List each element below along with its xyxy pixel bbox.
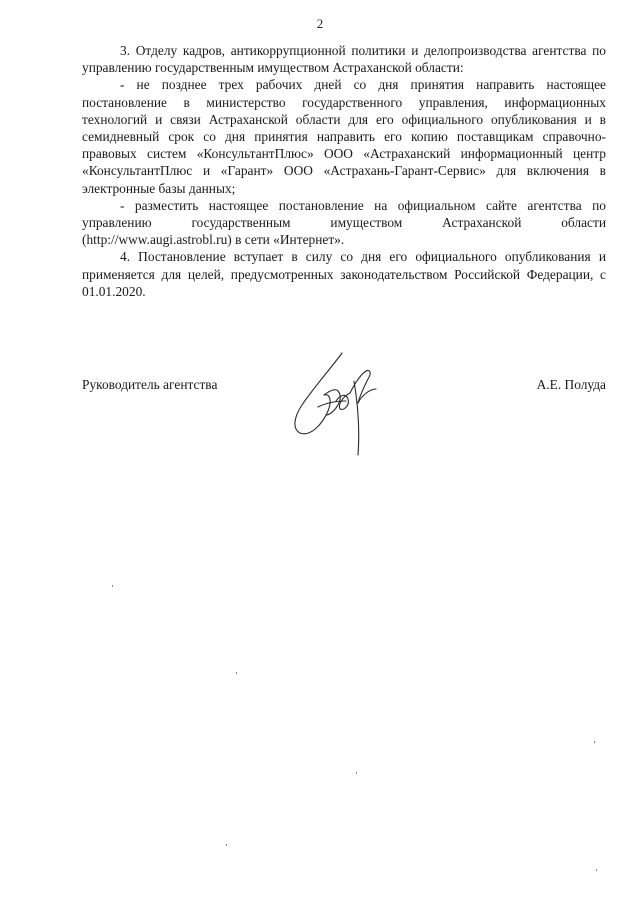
paragraph-3-item-2: - разместить настоящее постановление на официальном сайте агентства по управлению государственным имуществом Астраханской области (http://www.augi.astrobl.ru) в сети «Интернет». — [82, 197, 606, 248]
signatory-position: Руководитель агентства — [82, 377, 218, 392]
scan-speck — [594, 741, 595, 743]
scan-speck — [112, 585, 113, 587]
document-body — [82, 42, 606, 300]
paragraph-3: 3. Отделу кадров, антикоррупционной политики и делопроизводства агентства по управлению государственным имуществом Астраханской области: — [82, 43, 606, 76]
scan-speck — [356, 772, 357, 774]
page-number: 2 — [316, 16, 324, 31]
signatory-name: А.Е. Полуда — [536, 377, 606, 392]
scan-speck — [226, 844, 227, 846]
handwritten-signature-icon — [280, 345, 400, 457]
scan-speck — [236, 672, 237, 674]
scan-speck — [596, 869, 597, 871]
paragraph-3-item-1: - не позднее трех рабочих дней со дня принятия направить настоящее постановление в министерство государственного управления, информационных технологий и связи Астраханской области для его официального опубликования и в семидневный срок со дня принятия направить его копию поставщикам справочно-правовых систем «КонсультантПлюс» ООО «Астраханский информационный центр «КонсультантПлюс и «Гарант» ООО «Астрахань-Гарант-Сервис» для включения в электронные базы данных; — [82, 77, 606, 196]
paragraph-4: 4. Постановление вступает в силу со дня его официального опубликования и применяется для целей, предусмотренных законодательством Российской Федерации, с 01.01.2020. — [82, 249, 606, 299]
